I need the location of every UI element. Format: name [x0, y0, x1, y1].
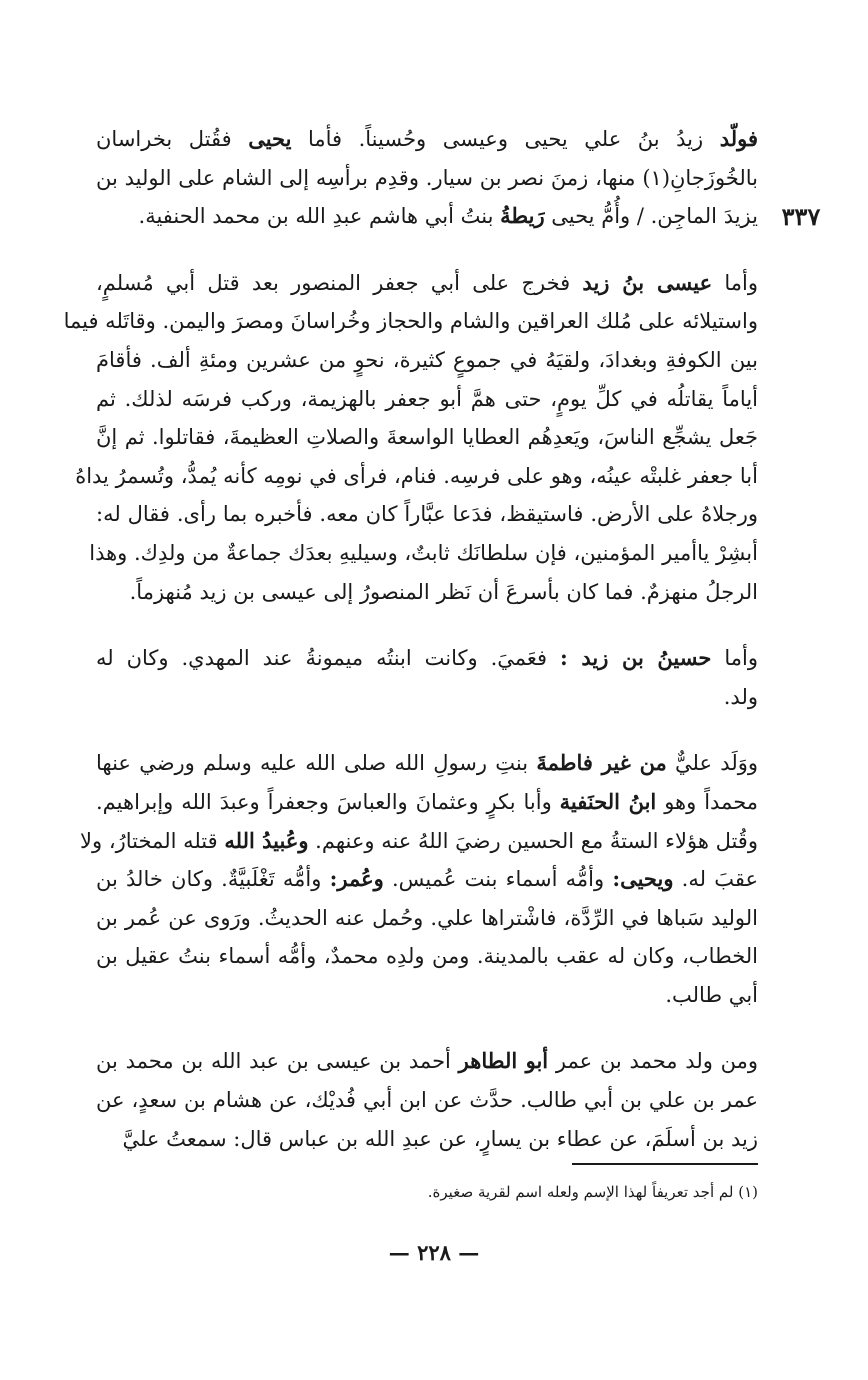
text-run: محمداً وهو — [656, 789, 759, 814]
text-run: زيدُ بنُ علي يحيى وعيسى وحُسيناً. فأما — [291, 127, 720, 151]
text-run: بالخُوزَجانِ(١) منها، زمنَ نصر بن سيار. وقدِم برأسِه إلى الشام على الوليد بن — [96, 165, 758, 190]
text-line — [96, 1081, 758, 1120]
text-line — [96, 639, 758, 678]
text-line — [96, 341, 758, 380]
text-run: بنتُ أبي هاشم عبدِ الله بن محمد الحنفية. — [138, 204, 501, 229]
text-line — [75, 457, 758, 496]
text-run: وأما — [711, 646, 758, 671]
text-line — [96, 1120, 758, 1159]
text-line — [89, 534, 758, 573]
text-line — [96, 495, 758, 534]
text-run: فقُتل بخراسان — [96, 127, 249, 151]
text-line — [63, 302, 758, 341]
bold-name: ابنُ الحنَفية — [559, 788, 657, 814]
paragraph — [63, 264, 758, 611]
text-run: أبشِرْ ياأمير المؤمنين، فإن سلطانَك ثابتٌ، وسيليهِ بعدَك جماعةٌ من ولدِك. وهذا — [89, 540, 758, 565]
bold-name: ويحيى: — [612, 866, 674, 892]
text-run: جَعل يشجِّع الناسَ، ويَعدِهُم العطايا الواسعةَ والصلاتِ العظيمةَ، فقاتلوا. ثم إنَّ — [96, 425, 758, 450]
text-run: ورجلاهُ على الأرض. فاستيقظ، فدَعا عبَّاراً كان معه. فأخبره بما رأى. فقال له: — [96, 502, 758, 527]
page-number: — ٢٢٨ — — [388, 1240, 480, 1265]
text-run: ولد. — [723, 684, 758, 709]
footnote-divider — [572, 1163, 758, 1165]
bold-name: وعُبيدُ الله — [224, 827, 309, 853]
text-run: الخطاب، وكان له عقب بالمدينة. ومن ولدِه محمدٌ، وأمُّه أسماء بنتُ عقيل بن — [96, 944, 758, 969]
text-line — [80, 822, 758, 861]
text-run: وأمُّه أسماء بنت عُميس. — [383, 867, 613, 892]
main-text — [63, 120, 759, 1186]
text-run: فعَميَ. وكانت ابنتُه ميمونةُ عند المهدي. وكان له — [96, 646, 561, 671]
text-run: فخرج على أبي جعفر المنصور بعد قتل أبي مُسلمٍ، — [96, 270, 583, 295]
text-line — [96, 976, 758, 1015]
bold-name: حسينُ بن زيد : — [560, 645, 712, 671]
text-run: عمر بن علي بن أبي طالب. حدَّث عن ابن أبي فُديْك، عن هشام بن سعدٍ، عن — [96, 1088, 758, 1113]
text-line — [96, 380, 758, 419]
paragraph — [96, 1042, 758, 1158]
text-run: ومن ولد محمد بن عمر — [548, 1049, 759, 1074]
paragraph — [96, 639, 758, 716]
text-run: قتله المختارُ، ولا — [80, 828, 225, 853]
bold-name: وعُمر: — [329, 866, 384, 892]
text-line — [96, 860, 758, 899]
bold-name: من غير فاطمةَ — [536, 750, 667, 776]
margin-page-number: ٣٣٧ — [781, 202, 821, 231]
text-line — [96, 264, 758, 303]
paragraph — [80, 744, 759, 1014]
text-run: الرجلُ منهزمٌ. فما كان بأسرعَ أن نَظر المنصورُ إلى عيسى بن زيد مُنهزماً. — [129, 579, 758, 604]
text-run: أبا جعفر غلبتْه عينُه، وهو على فرسِه. فنام، فرأى في نومِه كأنه يُمدُّ، وتُسمرُ يداهُ — [75, 463, 758, 488]
bold-name: أبو الطاهر — [458, 1048, 549, 1074]
text-line — [96, 678, 758, 717]
text-line — [96, 197, 758, 236]
text-line — [96, 744, 758, 783]
text-line — [96, 573, 758, 612]
text-run: أياماً يقاتلُه في كلِّ يومٍ، حتى همَّ أبو جعفر بالهزيمة، وركب فرسَه لذلك. ثم — [96, 386, 758, 411]
text-run: عقبَ له. — [673, 867, 758, 892]
text-run: وقُتل هؤلاء الستةُ مع الحسين رضيَ اللهُ عنه وعنهم. — [308, 828, 758, 853]
paragraph — [96, 120, 758, 236]
text-run: أبي طالب. — [665, 982, 758, 1007]
text-run: زيد بن أسلَمَ، عن عطاء بن يسارٍ، عن عبدِ الله بن عباس قال: سمعتُ عليَّ — [122, 1126, 758, 1151]
text-line — [96, 783, 758, 822]
text-run: أحمد بن عيسى بن عبد الله بن محمد بن — [96, 1049, 459, 1074]
text-line — [96, 159, 758, 198]
text-run: واستيلائه على مُلك العراقين والشام والحجاز وخُراسانَ ومصرَ واليمن. وقاتَله فيما — [63, 309, 758, 334]
bold-name: عيسى بنُ زيد — [582, 269, 713, 295]
text-run: وأما — [712, 270, 758, 295]
text-run: يزيدَ الماجِن. / وأُمُّ يحيى — [544, 204, 758, 229]
footnote: (١) لم أجد تعريفاً لهذا الإسم ولعله اسم لقرية صغيرة. — [427, 1183, 758, 1201]
bold-name: فولّد — [719, 126, 758, 151]
text-run: بنتِ رسولِ الله صلى الله عليه وسلم ورضي عنها — [96, 751, 537, 776]
text-run: وأمُّه تَغْلَبيَّةٌ. وكان خالدُ بن — [96, 867, 330, 892]
text-run: ووَلَد عليٌّ — [666, 751, 758, 776]
text-run: وأبا بكرٍ وعثمانَ والعباسَ وجعفراً وعبدَ الله وإبراهيم. — [96, 789, 560, 814]
text-line — [96, 418, 758, 457]
text-line — [96, 1042, 758, 1081]
bold-name: يحيى — [248, 126, 292, 151]
bold-name: رَيطةُ — [500, 203, 545, 229]
text-run: الوليد سَباها في الرِّدَّة، فاشْتراها علي. وحُمل عنه الحديثُ. ورَوى عن عُمر بن — [96, 905, 758, 930]
text-line — [96, 120, 758, 159]
text-line — [96, 899, 758, 938]
text-line — [96, 937, 758, 976]
text-run: بين الكوفةِ وبغدادَ، ولقيَهُ في جموعٍ كثيرة، نحوٍ من عشرين ومئةِ ألف. فأقامَ — [96, 347, 758, 372]
